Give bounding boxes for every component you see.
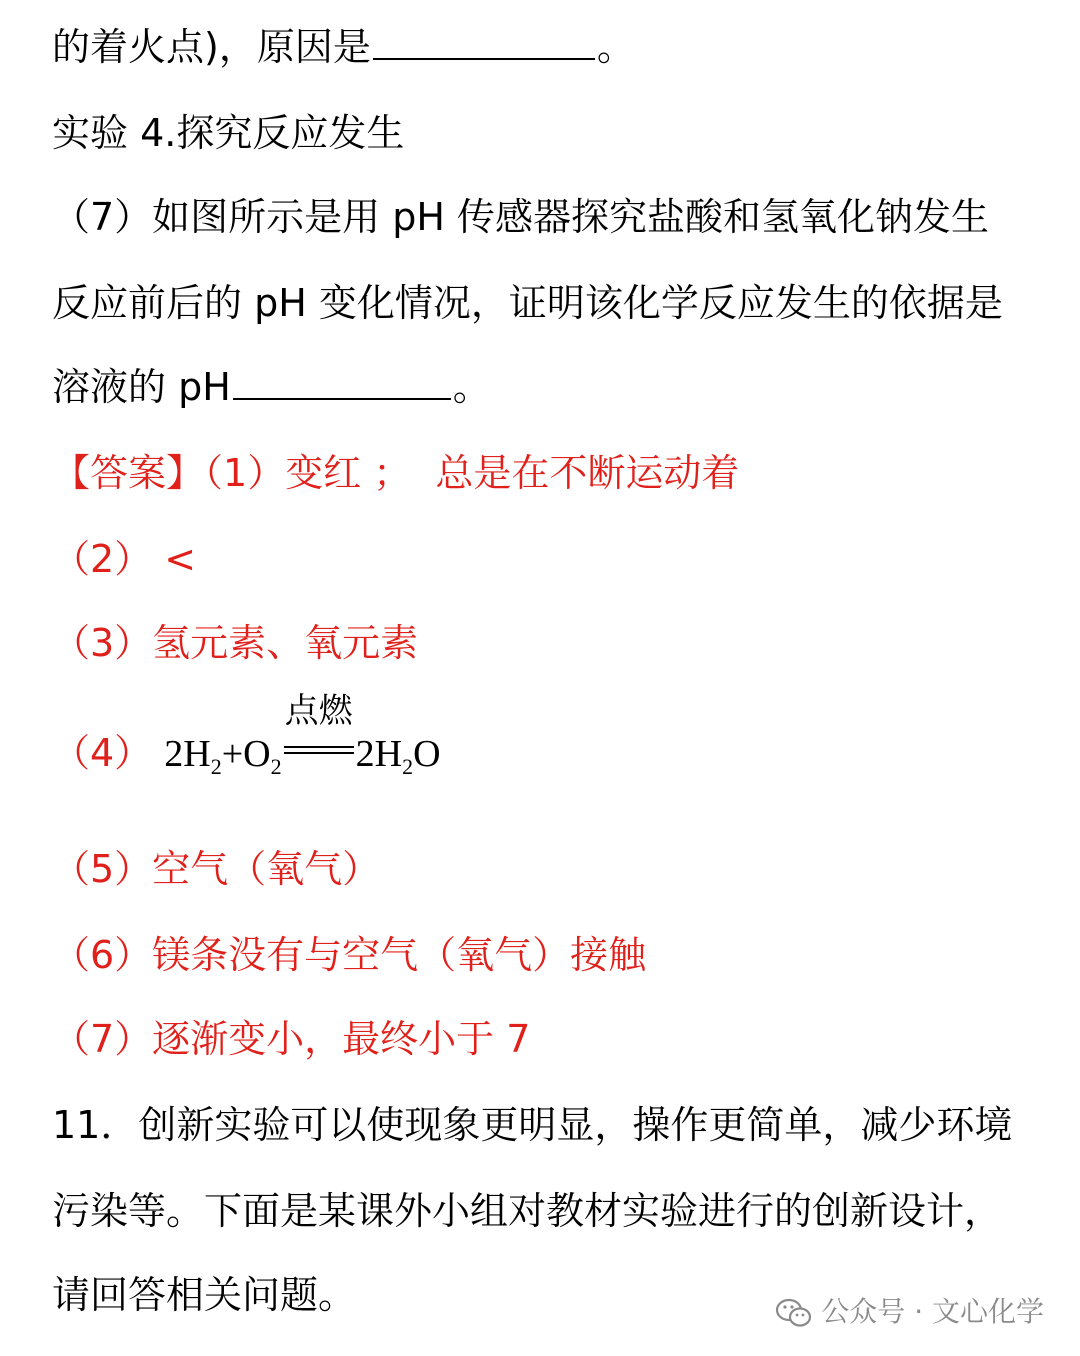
answer-tag: 【答案】 [52, 451, 205, 495]
answer-5: （5）空气（氧气） [52, 847, 381, 891]
answer-label: （4） [52, 731, 153, 775]
answer-2: （2） < [52, 537, 197, 581]
text-segment: 溶液的 pH [52, 365, 231, 409]
text-segment: 。 [452, 365, 491, 409]
question-11-line-3: 请回答相关问题。 [52, 1273, 357, 1317]
subscript: 2 [270, 754, 282, 779]
reactant-h2: 2H [164, 733, 211, 775]
reaction-condition-arrow [282, 691, 356, 778]
answer-1 [52, 448, 739, 498]
question-11-line-2: 污染等。下面是某课外小组对教材实验进行的创新设计， [52, 1189, 1003, 1233]
text-segment: 的着火点)，原因是 [52, 25, 371, 69]
equals-sign [284, 746, 354, 758]
question-11-line-1: 11．创新实验可以使现象更明显，操作更简单，减少环境 [52, 1103, 1013, 1147]
watermark-text: 公众号 · 文心化学 [821, 1295, 1044, 1328]
subscript: 2 [210, 754, 222, 779]
answer-blank [373, 22, 595, 60]
experiment-4-title: 实验 4.探究反应发生 [52, 111, 405, 155]
watermark [775, 1292, 1044, 1332]
answer-6: （6）镁条没有与空气（氧气）接触 [52, 933, 647, 977]
answer-7: （7）逐渐变小，最终小于 7 [52, 1017, 531, 1061]
question-line-1 [52, 22, 635, 72]
question-7-line-1: （7）如图所示是用 pH 传感器探究盐酸和氢氧化钠发生 [52, 195, 990, 239]
product-water: 2H [355, 733, 403, 775]
product-tail: O [413, 733, 441, 775]
subscript: 2 [402, 754, 414, 779]
reactant-o2: +O [221, 733, 271, 775]
text-segment: 。 [596, 25, 635, 69]
question-7-line-3 [52, 362, 491, 412]
reaction-condition: 点燃 [284, 691, 353, 731]
wechat-icon [775, 1297, 813, 1329]
chemical-equation [164, 691, 441, 779]
answer-3: （3）氢元素、氧元素 [52, 621, 419, 665]
answer-text: （1）变红 ； 总是在不断运动着 [204, 451, 740, 495]
answer-4 [52, 691, 441, 779]
question-7-line-2: 反应前后的 pH 变化情况，证明该化学反应发生的依据是 [52, 281, 1003, 325]
answer-blank [233, 362, 451, 400]
